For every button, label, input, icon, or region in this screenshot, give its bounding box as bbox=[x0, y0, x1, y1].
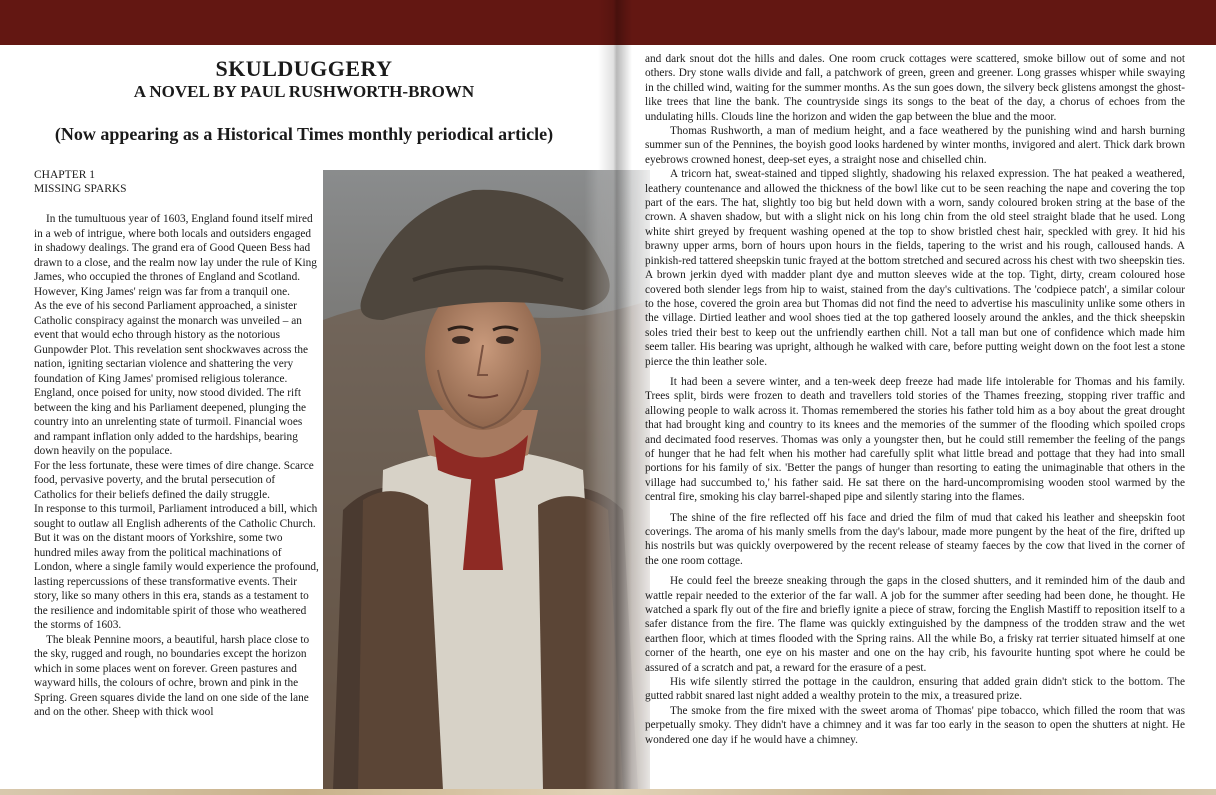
left-paragraph: In response to this turmoil, Parliament introduced a bill, which sought to outlaw all English adherents of the Catholic Church. bbox=[34, 503, 318, 530]
left-paragraph: But it was on the distant moors of Yorkshire, some two hundred miles away from the political machinations of London, where a single family would experience the profound, lasting repercussions of these transformative events. Their story, like so many others in this era, stands as a testament to the resilience and indomitable spirit of those who weathered the storms of 1603. bbox=[34, 532, 319, 631]
left-paragraph: England, once poised for unity, now stood divided. The rift between the king and his Parliament deepened, plunging the country into an unrelenting state of turmoil. Financial woes and rampant inflation only added to the hardships, bearing down heavily on the populace. bbox=[34, 387, 306, 457]
author-byline: A NOVEL BY PAUL RUSHWORTH-BROWN bbox=[133, 82, 475, 101]
right-paragraph: The shine of the fire reflected off his face and dried the film of mud that caked his leather and sheepskin foot coverings. The aroma of his manly smells from the day's labour, made more pungent by the heat of the fire, drifted up his nostrils but was quickly overpowered by the recent release of steamy faeces by the cow that lived in the corner of the one room cottage. bbox=[645, 511, 1185, 567]
chapter-heading bbox=[34, 168, 127, 196]
right-text-column bbox=[645, 52, 1185, 747]
right-paragraph: Thomas Rushworth, a man of medium height, and a face weathered by the punishing wind and harsh burning summer sun of the Pennines, the boyish good looks hardened by winter months, invigored and alert. Thick dark brown eyebrows crowned honest, deep-set eyes, a straight nose and chiselled chin. bbox=[645, 125, 1185, 166]
chapter-number: CHAPTER 1 bbox=[34, 169, 96, 181]
left-paragraph: For the less fortunate, these were times of dire change. Scarce food, pervasive poverty, and the brutal persecution of Catholics for their beliefs defined the daily struggle. bbox=[34, 459, 314, 501]
portrait-illustration bbox=[323, 170, 650, 790]
right-paragraph: It had been a severe winter, and a ten-week deep freeze had made life intolerable for Thomas and his family. Trees split, birds were frozen to death and travellers told stories of the Thames freezing, stopping river traffic and allowing people to walk across it. Thomas remembered the stories his father told him as a boy about the great drought that had brought king and country to its knees and the memories of the summer of the flooding which spoiled crops and decimated food reserves. Thomas was only a youngster then, but he could still remember the feeling of the pangs of hunger that he had felt when his mother had carefully split what little bread and pottage that they had into small portions for his family of six. 'Better the pangs of hunger than resorting to eating the unimaginable that others in the village had succumbed to,' his father said. He sat there on the hard-uncompromising wooden stool warmed by the central fire, smoking his clay barrel-shaped pipe and silently staring into the flames. bbox=[645, 375, 1185, 504]
portrait-photo bbox=[323, 170, 650, 790]
left-paragraph: As the eve of his second Parliament approached, a sinister Catholic conspiracy against the monarch was unveiled – an event that would echo through history as the notorious Gunpowder Plot. This revelation sent shockwaves across the nation, igniting sectarian violence and shattering the very foundation of King James' promised religious tolerance. bbox=[34, 300, 308, 385]
right-paragraph: His wife silently stirred the pottage in the cauldron, ensuring that added grain didn't stick to the bottom. The gutted rabbit snared last night added a wealthy protein to the mix, a treasured prize. bbox=[645, 676, 1185, 703]
left-paragraph: The bleak Pennine moors, a beautiful, harsh place close to the sky, rugged and rough, no boundaries except the horizon which in some places went on forever. Green pastures and wayward hills, the colours of ochre, brown and pink in the Spring. Green squares divide the land on one side of the lane and on the other. Sheep with thick wool bbox=[34, 633, 310, 718]
left-text-column bbox=[34, 212, 320, 720]
left-paragraph: In the tumultuous year of 1603, England found itself mired in a web of intrigue, where both locals and outsiders engaged in shadowy dealings. The grand era of Good Queen Bess had drawn to a close, and the realm now lay under the rule of King James, who occupied the thrones of England and Scotland. However, King James' reign was far from a tranquil one. bbox=[34, 213, 317, 298]
bottom-edge-strip bbox=[0, 789, 1216, 795]
periodical-subtitle: (Now appearing as a Historical Times monthly periodical article) bbox=[54, 124, 554, 144]
right-paragraph: The smoke from the fire mixed with the sweet aroma of Thomas' pipe tobacco, which filled the room that was perpetually smoky. They didn't have a chimney and it was far too early in the season to open the shutters at night. He wondered one day if he would have a chimney. bbox=[645, 704, 1185, 746]
right-paragraph: A tricorn hat, sweat-stained and tipped slightly, shadowing his relaxed expression. The hat peaked a weathered, leathery countenance and allowed the thickness of the bowl like cut to be seen reaching the nape and covering the top part of the ears. The hat, slightly too big but held down with a worn, sandy coloured broken string at the base of the crown. A shaven shadow, but with a slight nick on his long chin from the old steel straight blade that he used. Long white shirt greyed by frequent washing opened at the top to show bristled chest hair, speckled with grey. It hid his brawny upper arms, born of hours upon hours in the fields, tapering to the wrist and his rough, calloused hands. A pinkish-red tattered sheepskin tunic frayed at the bottom stretched and secured across his chest with two sheepskin ties. A brown jerkin dyed with madder plant dye and mutton sleeves wide at the top. Tight, dirty, cream coloured hose covered both slender legs from hip to waist, stained from the day's cultivations. The 'codpiece patch', a similar colour to the hose, covered the groin area but Thomas did not find the need to advertise his masculinity unlike some others in the village. Dirtied leather and wool shoes tied at the top gathered loosely around the ankles, and the thick sheepskin soles tried their best to keep out the unfriendly earthen chill. Not a tall man but one of confidence which made him seem taller. His bearing was upright, although he walked with care, before putting weight down on the foot lest a stone pierce the thin leather sole. bbox=[645, 168, 1185, 368]
right-paragraph: and dark snout dot the hills and dales. One room cruck cottages were scattered, smoke billow out of some and not others. Dry stone walls divide and fall, a patchwork of green, green and greener. Long grasses whisper while swaying in the chilled wind, waiting for the summer months. As the sun goes down, the silvery beck glistens amongst the ghost-like trees that line the bank. The countryside sings its songs to the beat of the day, a chorus of echoes from the undulating hills. Clouds line the horizon and widen the gap between the blue and the moor. bbox=[645, 53, 1185, 123]
top-color-band bbox=[0, 0, 1216, 45]
right-paragraph: He could feel the breeze sneaking through the gaps in the closed shutters, and it reminded him of the daub and wattle repair needed to the exterior of the far wall. A job for the summer after seeding had been done, he thought. He watched a spark fly out of the fire and briefly ignite a piece of straw, forcing the English Mastiff to reposition itself to a safer distance from the fire. The flame was quickly extinguished by the dampness of the trodden straw and the wet earthen floor, which at times flooded with the Spring rains. All the while Bo, a frisky rat terrier situated himself at one corner of the hearth, one eye on his master and one on the hay crib, his favourite hunting spot where he could be assured of a scratch and pat, a reward for the erasure of a pest. bbox=[645, 575, 1185, 674]
chapter-name: MISSING SPARKS bbox=[34, 183, 127, 195]
book-title: SKULDUGGERY bbox=[215, 56, 393, 81]
